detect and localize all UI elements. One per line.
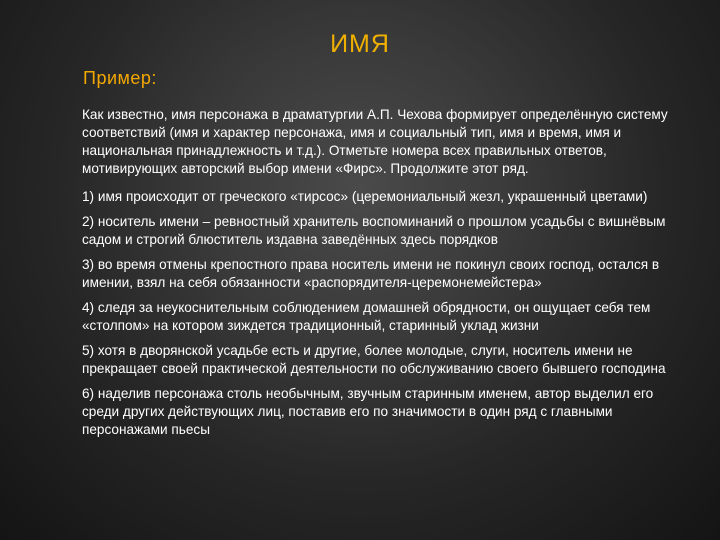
example-label: Пример: (83, 68, 157, 88)
answer-item-3: 3) во время отмены крепостного права носитель имени не покинул своих господ, остался в имении, взял на себя обязанности «распорядителя-церемонемейстера» (82, 257, 660, 290)
answer-item-2: 2) носитель имени – ревностный хранитель воспоминаний о прошлом усадьбы с вишнёвым садом и строгий блюститель издавна заведённых здесь порядков (82, 214, 666, 247)
answer-item-5: 5) хотя в дворянской усадьбе есть и другие, более молодые, слуги, носитель имени не прекращает своей практической деятельности по обслуживанию своего бывшего господина (82, 343, 666, 376)
answer-item-1: 1) имя происходит от греческого «тирсос» (церемониальный жезл, украшенный цветами) (82, 189, 648, 204)
answer-item-6: 6) наделив персонажа столь необычным, звучным старинным именем, автор выделил его среди других действующих лиц, поставив его по значимости в один ряд с главными персонажами пьесы (82, 386, 654, 437)
intro-paragraph: Как известно, имя персонажа в драматургии А.П. Чехова формирует определённую систему соответствий (имя и характер персонажа, имя и социальный тип, имя и время, имя и национальная принадлежность и т.д.). Отметьте номера всех правильных ответов, мотивирующих авторский выбор имени «Фирс». Продолжите этот ряд. (82, 107, 668, 176)
answer-item-4: 4) следя за неукоснительным соблюдением домашней обрядности, он ощущает себя тем «столпом» на котором зиждется традиционный, старинный уклад жизни (82, 300, 651, 333)
slide-title: ИМЯ (330, 30, 390, 58)
slide-body (82, 106, 682, 446)
